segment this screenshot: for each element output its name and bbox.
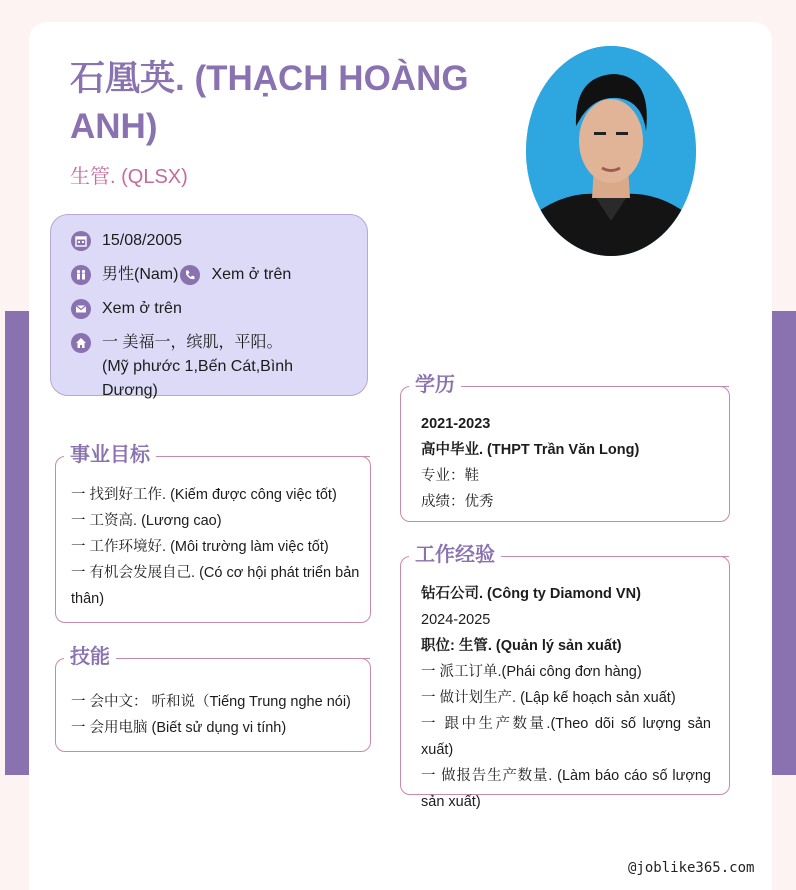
- experience-company: 钻石公司. (Công ty Diamond VN): [421, 586, 641, 602]
- education-period: 2021-2023: [421, 416, 491, 432]
- left-accent-band: [5, 311, 29, 775]
- skills-section: [55, 646, 371, 752]
- birthdate-text: 15/08/2005: [102, 232, 183, 249]
- objective-item: 一 工资高. (Lương cao): [71, 513, 222, 529]
- right-accent-band: [772, 311, 796, 775]
- experience-item: 一 做报告生产数量. (Làm báo cáo số lượng sản xuất): [421, 768, 711, 810]
- experience-period: 2024-2025: [421, 612, 491, 628]
- education-title: 学历: [409, 371, 461, 399]
- address-row: [71, 331, 301, 403]
- experience-role: 职位: 生管. (Quản lý sản xuất): [421, 638, 622, 654]
- email-text: Xem ở trên: [102, 300, 182, 317]
- birthdate-row: [71, 229, 182, 253]
- objective-item: 一 找到好工作. (Kiếm được công việc tốt): [71, 487, 337, 503]
- personal-info-panel: [50, 214, 368, 399]
- education-school: 高中毕业. (THPT Trần Văn Long): [421, 442, 640, 458]
- email-row: [71, 297, 182, 321]
- skills-title-line: [126, 658, 370, 659]
- education-grade: 成绩：优秀: [421, 494, 494, 510]
- objective-list: [71, 482, 361, 612]
- gender-icon: [71, 265, 91, 285]
- candidate-name: 石凰英. (THẠCH HOÀNG ANH): [70, 59, 469, 146]
- phone-icon: [180, 265, 200, 285]
- education-section: [400, 374, 730, 522]
- gender-text: 男性(Nam): [102, 266, 179, 283]
- objective-section: [55, 444, 371, 623]
- experience-item: 一 派工订单.(Phái công đơn hàng): [421, 664, 642, 680]
- experience-item: 一 跟中生产数量.(Theo dõi số lượng sản xuất): [421, 716, 711, 758]
- gender-phone-row: [71, 263, 291, 287]
- skill-item: 一 会中文： 听和说（Tiếng Trung nghe nói): [71, 694, 351, 710]
- phone-text: Xem ở trên: [211, 266, 292, 283]
- experience-details: [421, 581, 711, 815]
- education-details: [421, 411, 721, 515]
- objective-item: 一 工作环境好. (Môi trường làm việc tốt): [71, 539, 329, 555]
- profile-photo: [526, 46, 696, 256]
- objective-item: 一 有机会发展自己. (Có cơ hội phát triển bản thân): [71, 565, 360, 607]
- job-position: 生管. (QLSX): [70, 166, 188, 188]
- objective-title: 事业目标: [64, 441, 156, 469]
- experience-title: 工作经验: [409, 541, 501, 569]
- experience-item: 一 做计划生产. (Lập kế hoạch sản xuất): [421, 690, 676, 706]
- experience-section: [400, 544, 730, 810]
- education-major: 专业：鞋: [421, 468, 479, 484]
- experience-title-line: [511, 556, 729, 557]
- email-icon: [71, 299, 91, 319]
- home-icon: [71, 333, 91, 353]
- skill-item: 一 会用电脑 (Biết sử dụng vi tính): [71, 720, 287, 736]
- site-watermark: @joblike365.com: [628, 860, 755, 876]
- education-title-line: [471, 386, 729, 387]
- objective-title-line: [166, 456, 370, 457]
- calendar-icon: [71, 231, 91, 251]
- skills-list: [71, 689, 366, 741]
- skills-title: 技能: [64, 643, 116, 671]
- address-text: 一 美福一，缤肌，平阳。(Mỹ phước 1,Bến Cát,Bình Dương): [102, 334, 294, 399]
